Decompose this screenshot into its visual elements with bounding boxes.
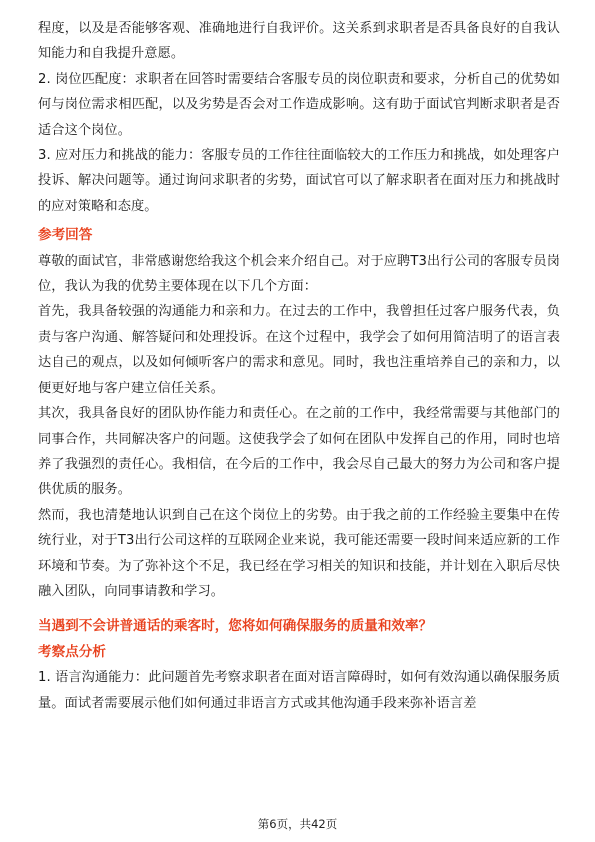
question-heading: 当遇到不会讲普通话的乘客时，您将如何确保服务的质量和效率？ (38, 618, 433, 635)
answer-paragraph-intro: 尊敬的面试官，非常感谢您给我这个机会来介绍自己。对于应聘T3出行公司的客服专员岗位，我认为我的优势主要体现在以下几个方面： (38, 253, 560, 295)
assessment-point-3: 3. 应对压力和挑战的能力：客服专员的工作往往面临较大的工作压力和挑战，如处理客户投诉、解决问题等。通过询问求职者的劣势，面试官可以了解求职者在面对压力和挑战时的应对策略和态度。 (38, 148, 560, 214)
answer-paragraph-weakness: 然而，我也清楚地认识到自己在这个岗位上的劣势。由于我之前的工作经验主要集中在传统行业，对于T3出行公司这样的互联网企业来说，我可能还需要一段时间来适应新的工作环境和节奏。为了弥补这个不足，我已经在学习相关的知识和技能，并计划在入职后尽快融入团队，向同事请教和学习。 (38, 507, 560, 599)
document-page (38, 16, 560, 716)
analysis-point-1: 1. 语言沟通能力：此问题首先考察求职者在面对语言障碍时，如何有效沟通以确保服务质量。面试者需要展示他们如何通过非语言方式或其他沟通手段来弥补语言差 (38, 670, 560, 711)
continuation-paragraph: 程度，以及是否能够客观、准确地进行自我评价。这关系到求职者是否具备良好的自我认知能力和自我提升意愿。 (38, 21, 560, 62)
analysis-heading: 考察点分析 (38, 643, 106, 660)
assessment-point-2: 2. 岗位匹配度：求职者在回答时需要结合客服专员的岗位职责和要求，分析自己的优势如何与岗位需求相匹配，以及劣势是否会对工作造成影响。这有助于面试官判断求职者是否适合这个岗位。 (38, 71, 560, 138)
reference-answer-heading: 参考回答 (38, 227, 93, 244)
answer-paragraph-second: 其次，我具备良好的团队协作能力和责任心。在之前的工作中，我经常需要与其他部门的同事合作，共同解决客户的问题。这使我学会了如何在团队中发挥自己的作用，同时也培养了我强烈的责任心。我相信，在今后的工作中，我会尽自己最大的努力为公司和客户提供优质的服务。 (38, 406, 560, 498)
page-number-footer: 第6页，共42页 (257, 817, 338, 831)
answer-paragraph-first: 首先，我具备较强的沟通能力和亲和力。在过去的工作中，我曾担任过客户服务代表，负责与客户沟通、解答疑问和处理投诉。在这个过程中，我学会了如何用简洁明了的语言表达自己的观点，以及如何倾听客户的需求和意见。同时，我也注重培养自己的亲和力，以便更好地与客户建立信任关系。 (38, 304, 560, 396)
